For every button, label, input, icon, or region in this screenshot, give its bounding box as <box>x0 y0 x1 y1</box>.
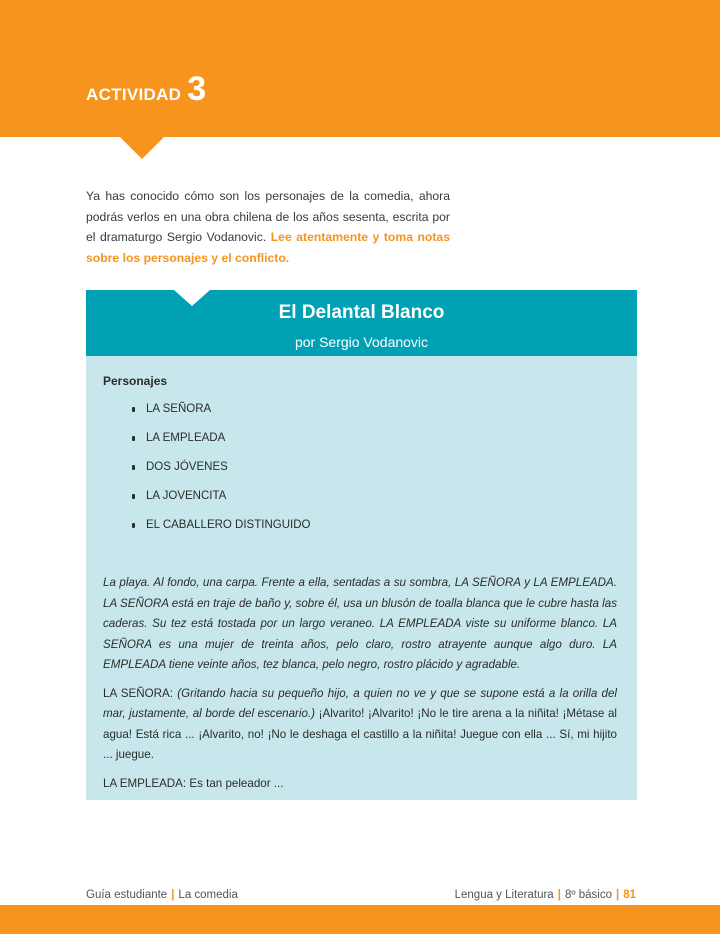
characters-heading: Personajes <box>103 374 168 388</box>
page-number: 81 <box>623 889 636 901</box>
header-band <box>0 0 720 137</box>
character-item: EL CABALLERO DISTINGUIDO <box>130 517 310 546</box>
footer-separator: | <box>557 889 561 901</box>
character-item: DOS JÓVENES <box>130 459 310 488</box>
footer-band <box>0 905 720 934</box>
footer-course: Lengua y Literatura <box>454 889 554 901</box>
speaker-name: LA SEÑORA: <box>103 686 178 700</box>
characters-list <box>130 401 310 546</box>
play-excerpt-box <box>86 290 637 800</box>
play-header <box>86 290 637 356</box>
activity-title <box>86 72 206 106</box>
intro-text: Ya has conocido cómo son los personajes de la comedia, ahora podrás verlos en una obra chilena de los años sesenta, escrita por el dramaturgo Sergio Vodanovic. <box>86 189 450 244</box>
dialogue-line <box>103 684 617 766</box>
play-text <box>103 573 617 802</box>
dialogue-direction: (Gritando hacia su pequeño hijo, a quien no ve y que se supone está a la orilla del mar, justamente, al borde del escenario.) <box>103 686 618 720</box>
play-title: El Delantal Blanco <box>278 302 445 323</box>
header-notch <box>120 137 164 159</box>
activity-number: 3 <box>187 70 207 108</box>
footer-separator: | <box>615 889 620 901</box>
footer-right <box>455 889 636 901</box>
dialogue-text: ¡Alvarito! ¡Alvarito! ¡No le tire arena a la niñita! ¡Métase al agua! Está rica ... ¡Alvarito, no! ¡No le deshaga el castillo a la niñita! Juegue con ella ... Sí, mi hijito ... juegue. <box>103 707 617 761</box>
intro-paragraph <box>86 186 450 268</box>
footer-subject: La comedia <box>178 889 238 901</box>
intro-highlight: Lee atentamente y toma notas sobre los personajes y el conflicto. <box>86 230 450 265</box>
dialogue-text: Es tan peleador ... <box>189 776 284 790</box>
footer-separator: | <box>171 889 175 901</box>
activity-label: ACTIVIDAD <box>86 85 182 104</box>
footer-grade: 8º básico <box>564 889 612 901</box>
dialogue-line <box>103 774 617 795</box>
stage-direction: La playa. Al fondo, una carpa. Frente a ella, sentadas a su sombra, LA SEÑORA y LA EMPLEADA. LA SEÑORA está en traje de baño y, sobre él, usa un blusón de toalla blanca que le cubre hasta las caderas. Su tez está tostada por un largo veraneo. LA EMPLEADA viste su uniforme blanco. LA SEÑORA es una mujer de treinta años, pelo claro, rostro atrayente aunque algo duro. LA EMPLEADA tiene veinte años, tez blanca, pelo negro, rostro plácido y agradable. <box>103 576 617 671</box>
play-author: por Sergio Vodanovic <box>294 334 429 350</box>
footer-guide-title: Guía estudiante <box>86 889 168 901</box>
footer-left <box>86 889 238 901</box>
character-item: LA EMPLEADA <box>130 430 310 459</box>
character-item: LA JOVENCITA <box>130 488 310 517</box>
speaker-name: LA EMPLEADA: <box>103 776 190 790</box>
character-item: LA SEÑORA <box>130 401 310 430</box>
